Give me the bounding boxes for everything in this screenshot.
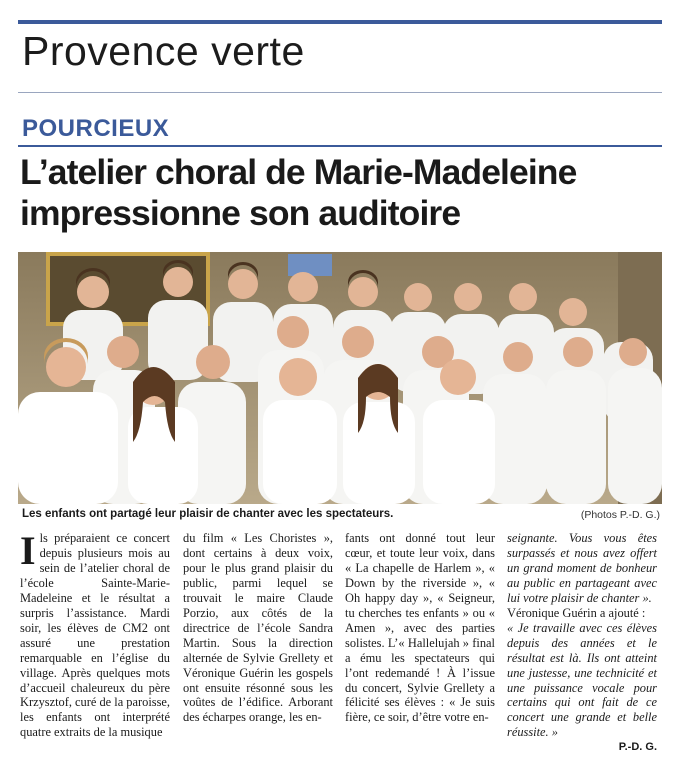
column-4-quote-1: seignante. Vous vous êtes surpassés et nous avez offert un grand moment de bonheur au public en partageant avec lui votre plaisir de chanter ».	[507, 531, 657, 605]
article-photo	[18, 252, 662, 504]
locality-divider	[18, 145, 662, 147]
headline-line-2: impressionne son auditoire	[20, 193, 461, 233]
column-3-text: fants ont donné tout leur cœur, et toute leur voix, dans « La chapelle de Harlem », « Down by the riverside », « Oh happy day », « Seigneur, tu cherches tes enfants » ou « Amen », avec des parties solistes. L’« Hallelujah » final a ému les spectateurs qui l’ont redemandé ! À l’issue du concert, Sylvie Grellety a félicité ses élèves : « Je suis fière, ce soir, d’être votre en-	[345, 531, 495, 725]
photo-credit: (Photos P.-D. G.)	[580, 509, 660, 521]
photo-caption: Les enfants ont partagé leur plaisir de chanter avec les spectateurs.	[22, 508, 394, 520]
section-divider	[18, 92, 662, 93]
author-signature: P.-D. G.	[618, 741, 657, 754]
column-4-quote-2: « Je travaille avec ces élèves depuis des années et le résultat est là. Ils ont atteint une justesse, une technicité et une puissance vocale pour certains qui ont fait de ce concert une grande et belle réussite. »	[507, 620, 657, 740]
article-column-1	[20, 528, 171, 740]
column-4-text: Véronique Guérin a ajouté :	[507, 605, 646, 620]
column-2-text: du film « Les Choristes », dont certains à deux voix, pour le plus grand plaisir du public, parmi lequel se trouvait le maire Claude Porzio, aux côtés de la directrice de l’école Sandra Martin. Sous la direction alternée de Sylvie Grellety et Véronique Guérin les gospels ont ensuite résonné sous les voûtes de l’édifice. Arborant des écharpes orange, les en-	[183, 531, 333, 725]
drop-cap: I	[20, 528, 36, 573]
article-body	[20, 528, 664, 754]
choir-children-photo-icon	[18, 252, 662, 504]
locality-label: POURCIEUX	[22, 115, 170, 142]
column-1-text: ls préparaient ce concert depuis plusieurs mois au sein de l’atelier choral de l’école Sainte-Marie-Madeleine et le résultat a surpris l’assistance. Mardi soir, les élèves de CM2 ont assuré une prestation remarquable en l’église du village. Après quelques mots d’accueil chaleureux du père Krzysztof, curé de la paroisse, les enfants ont interprété quatre extraits de la musique	[20, 531, 171, 740]
headline-line-1: L’atelier choral de Marie-Madeleine	[20, 152, 577, 192]
article-column-2	[183, 531, 333, 725]
article-headline	[20, 152, 668, 234]
article-column-4	[507, 531, 657, 755]
top-accent-bar	[18, 20, 662, 24]
article-column-3	[345, 531, 495, 725]
section-title: Provence verte	[22, 28, 305, 74]
